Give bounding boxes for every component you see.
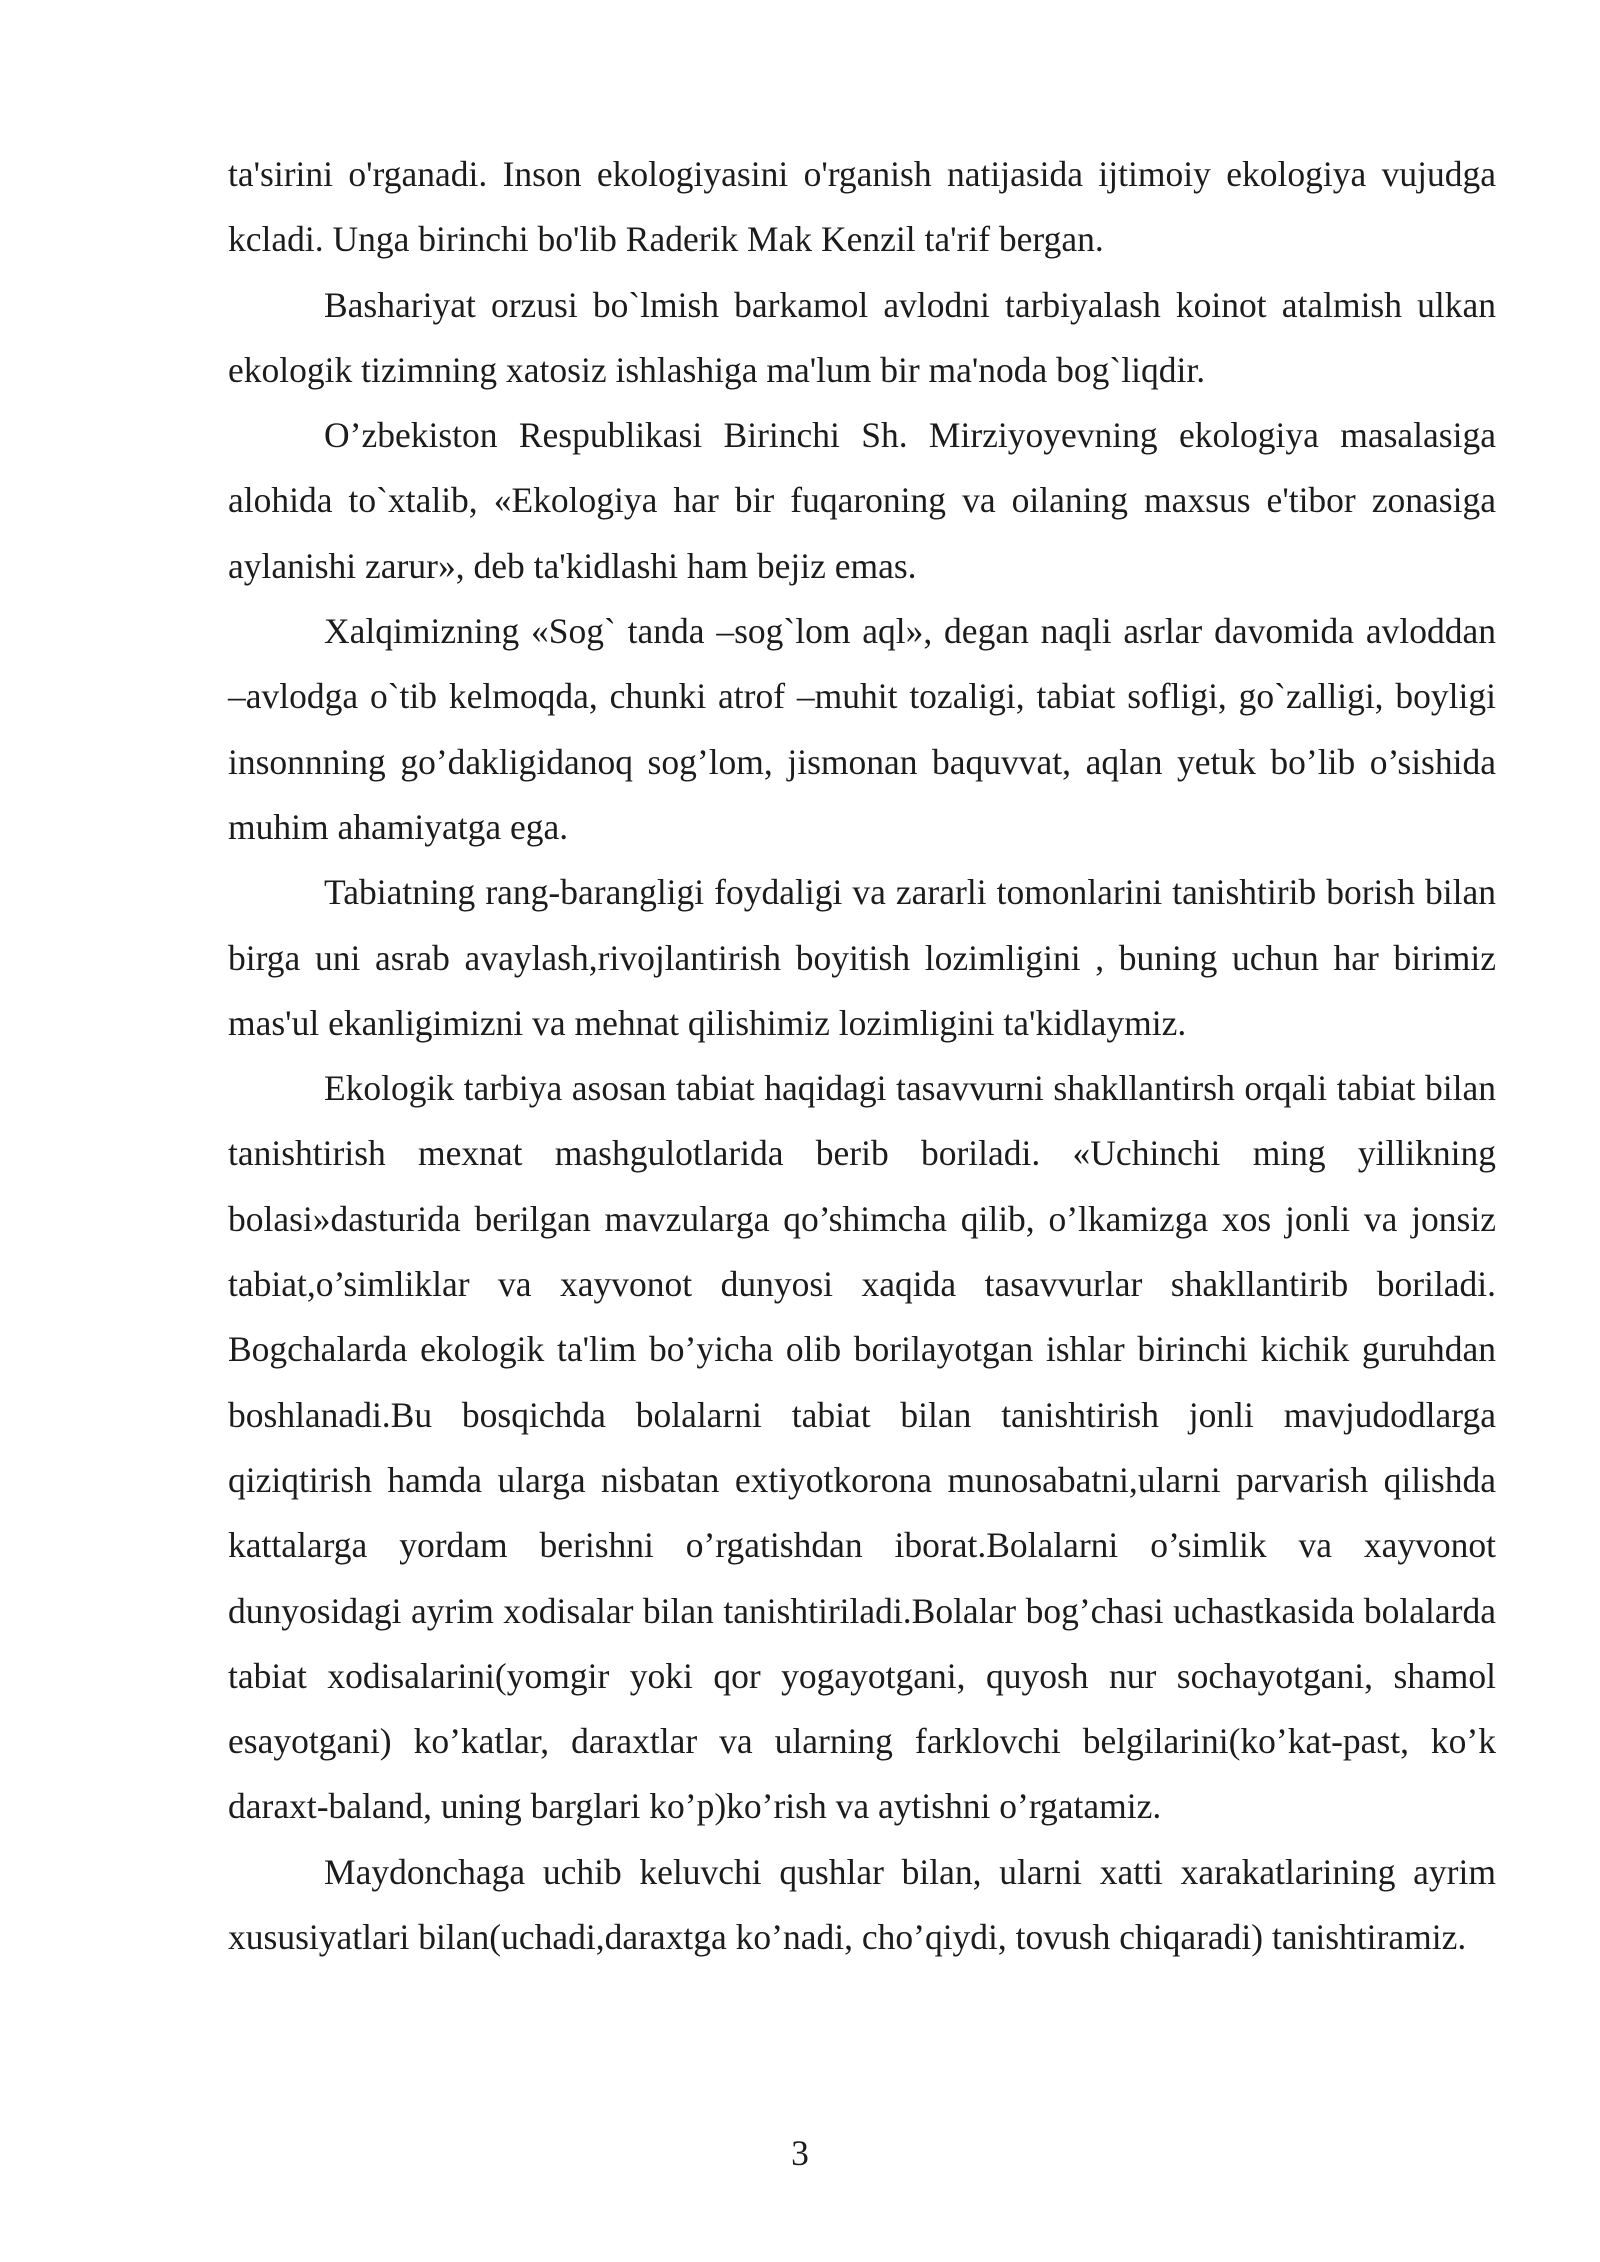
paragraph: O’zbekiston Respublikasi Birinchi Sh. Mirziyoyevning ekologiya masalasiga alohida to`xtalib, «Ekologiya har bir fuqaroning va oilaning maxsus e'tibor zonasiga aylanishi zarur», deb ta'kidlashi ham bejiz emas. xyxy=(228,415,1496,586)
paragraph-continuation: ta'sirini o'rganadi. Inson ekologiyasini o'rganish natijasida ijtimoiy ekologiya vujudga kcladi. Unga birinchi bo'lib Raderik Mak Kenzil ta'rif bergan. xyxy=(228,154,1496,260)
paragraph: Ekologik tarbiya asosan tabiat haqidagi tasavvurni shakllantirsh orqali tabiat bilan tanishtirish mexnat mashgulotlarida berib boriladi. «Uchinchi ming yillikning bolasi»dasturida berilgan mavzularga qo’shimcha qilib, o’lkamizga xos jonli va jonsiz tabiat,o’simliklar va xayvonot dunyosi xaqida tasavvurlar shakllantirib boriladi. Bogchalarda ekologik ta'lim bo’yicha olib borilayotgan ishlar birinchi kichik guruhdan boshlanadi.Bu bosqichda bolalarni tabiat bilan tanishtirish jonli mavjudodlarga qiziqtirish hamda ularga nisbatan extiyotkorona munosabatni,ularni parvarish qilishda kattalarga yordam berishni o’rgatishdan iborat.Bolalarni o’simlik va xayvonot dunyosidagi ayrim xodisalar bilan tanishtiriladi.Bolalar bog’chasi uchastkasida bolalarda tabiat xodisalarini(yomgir yoki qor yogayotgani, quyosh nur sochayotgani, shamol esayotgani) ko’katlar, daraxtlar va ularning farklovchi belgilarini(ko’kat-past, ko’k daraxt-baland, uning barglari ko’p)ko’rish va aytishni o’rgatamiz. xyxy=(228,1068,1496,1827)
document-body xyxy=(228,142,1496,1970)
paragraph: Maydonchaga uchib keluvchi qushlar bilan, ularni xatti xarakatlarining ayrim xususiyatlari bilan(uchadi,daraxtga ko’nadi, cho’qiydi, tovush chiqaradi) tanishtiramiz. xyxy=(228,1851,1496,1958)
paragraph: Bashariyat orzusi bo`lmish barkamol avlodni tarbiyalash koinot atalmish ulkan ekologik tizimning xatosiz ishlashiga ma'lum bir ma'noda bog`liqdir. xyxy=(228,284,1496,390)
paragraph: Tabiatning rang-barangligi foydaligi va zararli tomonlarini tanishtirib borish bilan birga uni asrab avaylash,rivojlantirish boyitish lozimligini , buning uchun har birimiz mas'ul ekanligimizni va mehnat qilishimiz lozimligini ta'kidlaymiz. xyxy=(228,872,1496,1043)
page-number: 3 xyxy=(791,2133,809,2173)
paragraph: Xalqimizning «Sog` tanda –sog`lom aql», degan naqli asrlar davomida avloddan –avlodga o`tib kelmoqda, chunki atrof –muhit tozaligi, tabiat sofligi, go`zalligi, boyligi insonnning go’dakligidanoq sog’lom, jismonan baquvvat, aqlan yetuk bo’lib o’sishida muhim ahamiyatga ega. xyxy=(228,611,1496,847)
